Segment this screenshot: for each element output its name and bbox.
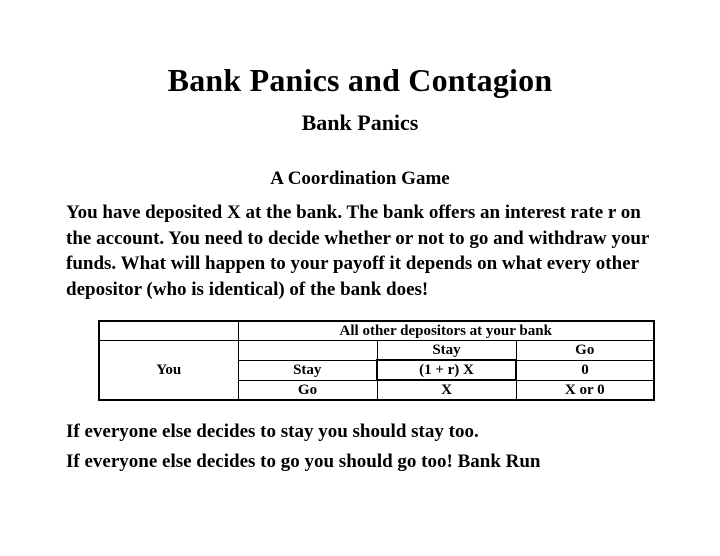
payoff-go-go: X or 0: [516, 380, 654, 400]
row-player-label: You: [99, 341, 238, 401]
table-row: [99, 341, 654, 361]
others-header: All other depositors at your bank: [238, 321, 654, 341]
payoff-stay-go: 0: [516, 360, 654, 380]
payoff-stay-stay: (1 + r) X: [377, 360, 516, 380]
payoff-go-stay: X: [377, 380, 516, 400]
conclusion-stay: If everyone else decides to stay you should stay too.: [66, 421, 479, 442]
row-header-go: Go: [238, 380, 377, 400]
table-corner-cell: [99, 321, 238, 341]
column-header-go: Go: [516, 341, 654, 361]
description-paragraph: You have deposited X at the bank. The bank offers an interest rate r on the account. You need to decide whether or not to go and withdraw your funds. What will happen to your payoff it depends on what every other depositor (who is identical) of the bank does!: [66, 202, 650, 300]
section-heading: A Coordination Game: [270, 168, 450, 189]
row-header-stay: Stay: [238, 360, 377, 380]
column-header-stay: Stay: [377, 341, 516, 361]
table-empty-cell: [238, 341, 377, 361]
page-title: Bank Panics and Contagion: [167, 62, 553, 98]
conclusion-go: If everyone else decides to go you should go too! Bank Run: [66, 451, 541, 472]
table-row: [99, 321, 654, 341]
page-subtitle: Bank Panics: [301, 110, 419, 135]
payoff-table: [98, 320, 655, 401]
